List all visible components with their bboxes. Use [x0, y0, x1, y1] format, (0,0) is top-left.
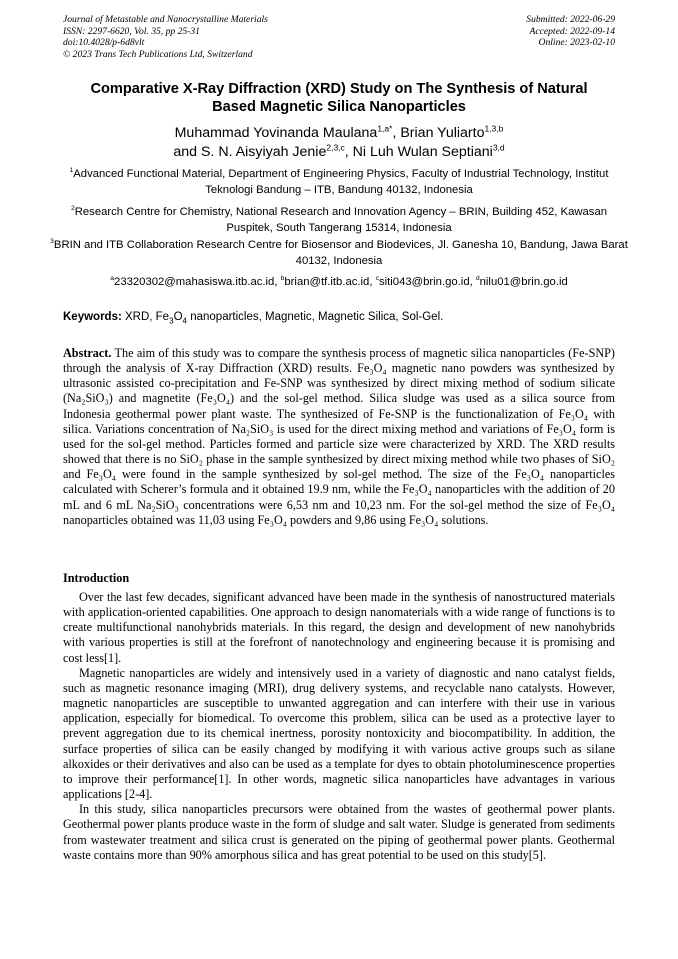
email-sup: d	[475, 275, 480, 283]
author-name: , Ni Luh Wulan Septiani	[344, 143, 493, 160]
online-date: Online: 2023-02-10	[538, 37, 615, 48]
affiliation-3	[50, 238, 628, 269]
journal-info	[63, 14, 268, 60]
publication-dates	[526, 14, 615, 49]
affiliation-number: 3	[50, 238, 54, 246]
issn: ISSN: 2297-6620, Vol. 35, pp 25-31	[63, 25, 200, 37]
author-list	[40, 124, 638, 161]
affiliation-number: 2	[70, 205, 75, 213]
email-sup: a	[110, 275, 115, 283]
subscript: 4	[182, 316, 188, 326]
abstract	[63, 346, 615, 528]
affiliation-1	[50, 167, 628, 198]
title-line-2: Based Magnetic Silica Nanoparticles	[212, 99, 466, 115]
email-link[interactable]: nilu01@brin.go.id	[479, 276, 568, 288]
paragraph: In this study, silica nanoparticles precursors were obtained from the wastes of geothermal power plants. Geothermal power plants produce waste in the form of sludge and salt water. Sludge is generated from sediments from wastewater treatment and silica crust is generated on the piping of geothermal power plants. Geothermal waste contains more than 90% amorphous silica and has great potential to be used on this study[5].	[63, 802, 615, 862]
author-affil-sup: 2,3,c	[326, 141, 345, 152]
paragraph: Over the last few decades, significant advanced have been made in the synthesis of nanostructured materials with application-oriented capabilities. One approach to design nanomaterials with a wide range of functions is to create multifunctional nanohybrids materials. In this regard, the design and development of new nanohybrids with various properties is still at the forefront of nanotechnology and engineering because it is promising and cost less[1].	[63, 590, 615, 665]
email-link[interactable]: brian@tf.itb.ac.id,	[284, 276, 376, 288]
paper-title	[40, 80, 638, 116]
section-heading-introduction: Introduction	[63, 571, 130, 585]
keywords-text: nanoparticles, Magnetic, Magnetic Silica, Sol-Gel.	[187, 311, 444, 323]
copyright: © 2023 Trans Tech Publications Ltd, Switzerland	[63, 48, 253, 60]
subscript: 3	[169, 316, 174, 326]
author-affil-sup: 1,3,b	[484, 123, 504, 134]
affiliation-2	[50, 205, 628, 236]
submitted-date: Submitted: 2022-06-29	[526, 14, 615, 25]
keywords-text: XRD, Fe	[121, 311, 170, 323]
author-affil-sup: 1,a*	[377, 123, 393, 134]
author-name: and S. N. Aisyiyah Jenie	[173, 143, 327, 160]
author-name: Muhammad Yovinanda Maulana	[174, 125, 378, 141]
paragraph: Magnetic nanoparticles are widely and intensively used in a variety of diagnostic and nano catalyst fields, such as magnetic resonance imaging (MRI), drug delivery systems, and recyclable nano catalysts. However, magnetic nanoparticles are susceptible to unwanted aggregation and can interfere with their use in various application, especially for biomedical. To overcome this problem, silica can be used as a protective layer to prevent aggregation due to its chemical inertness, porosity nontoxicity and biocompatibility. In addition, the surface properties of silica can be easily changed by modifying it with various active groups such as silane alkoxides or their derivatives and also can be used as a template for dyes to obtain photoluminescence properties to improve their performance[1]. In other words, magnetic silica nanoparticles have advantages in various applications [2-4].	[63, 665, 615, 802]
abstract-text: The aim of this study was to compare the synthesis process of magnetic silica nanoparticles (Fe-SNP) through the analysis of X-ray Diffraction (XRD) results. Fe₃O₄ magnetic nano powders was synthesized by ultrasonic assisted co-precipitation and Fe-SNP was synthesized by direct mixing method of sodium silicate (Na₂SiO₃) and magnetite (Fe₃O₄) and the sol-gel method. Silica sludge was used as a silica source from Indonesia geothermal power plant waste. The synthesized of Fe-SNP is the functionalization of Fe₃O₄ with silica. Variations concentration of Na₂SiO₃ is used for the direct mixing method and variations of Fe₃O₄ form is used for the sol-gel method. Particles formed and particle size were characterized by XRD. The XRD results showed that there is no SiO₂ phase in the sample synthesized by direct mixing method while two phases of SiO₂ and Fe₃O₄ were found in the sample synthesized by sol-gel method. The size of the Fe₃O₄ nanoparticles calculated with Scherer’s formula and it obtained 19.9 nm, while the Fe₃O₄ nanoparticles with the addition of 20 mL and 6 mL Na₂SiO₃ concentrations were 6,53 nm and 10,23 nm. For the sol-gel method the size of Fe₃O₄ nanoparticles obtained was 11,03 using Fe₃O₄ powders and 9,86 using Fe₃O₄ solutions.	[63, 346, 615, 527]
author-affil-sup: 3,d	[492, 141, 505, 152]
author-emails	[40, 275, 638, 290]
email-link[interactable]: siti043@brin.go.id,	[379, 276, 476, 288]
doi: doi:10.4028/p-6d8vlt	[63, 37, 145, 48]
affiliation-text: Advanced Functional Material, Department of Engineering Physics, Faculty of Industrial Technology, Institut Teknologi Bandung – ITB, Bandung 40132, Indonesia	[73, 168, 609, 196]
journal-name: Journal of Metastable and Nanocrystalline Materials	[63, 14, 268, 25]
affiliation-text: Research Centre for Chemistry, National Research and Innovation Agency – BRIN, Building 452, Kawasan Puspitek, South Tangerang 15314, Indonesia	[74, 206, 608, 234]
keywords-label: Keywords:	[63, 311, 122, 323]
affiliation-number: 1	[69, 167, 74, 175]
title-line-1: Comparative X-Ray Diffraction (XRD) Study on The Synthesis of Natural	[90, 81, 588, 97]
journal-header	[63, 14, 615, 64]
email-link[interactable]: 23320302@mahasiswa.itb.ac.id,	[114, 276, 281, 288]
keywords	[63, 310, 615, 325]
email-sup: b	[280, 275, 285, 283]
keywords-text: O	[173, 311, 183, 323]
author-name: , Brian Yuliarto	[392, 125, 485, 141]
affiliation-text: BRIN and ITB Collaboration Research Centre for Biosensor and Biodevices, Jl. Ganesha 10, Bandung, Jawa Barat 40132, Indonesia	[53, 239, 628, 267]
accepted-date: Accepted: 2022-09-14	[529, 25, 615, 37]
abstract-label: Abstract.	[63, 346, 112, 360]
introduction-body	[63, 590, 615, 863]
email-sup: c	[375, 275, 379, 283]
